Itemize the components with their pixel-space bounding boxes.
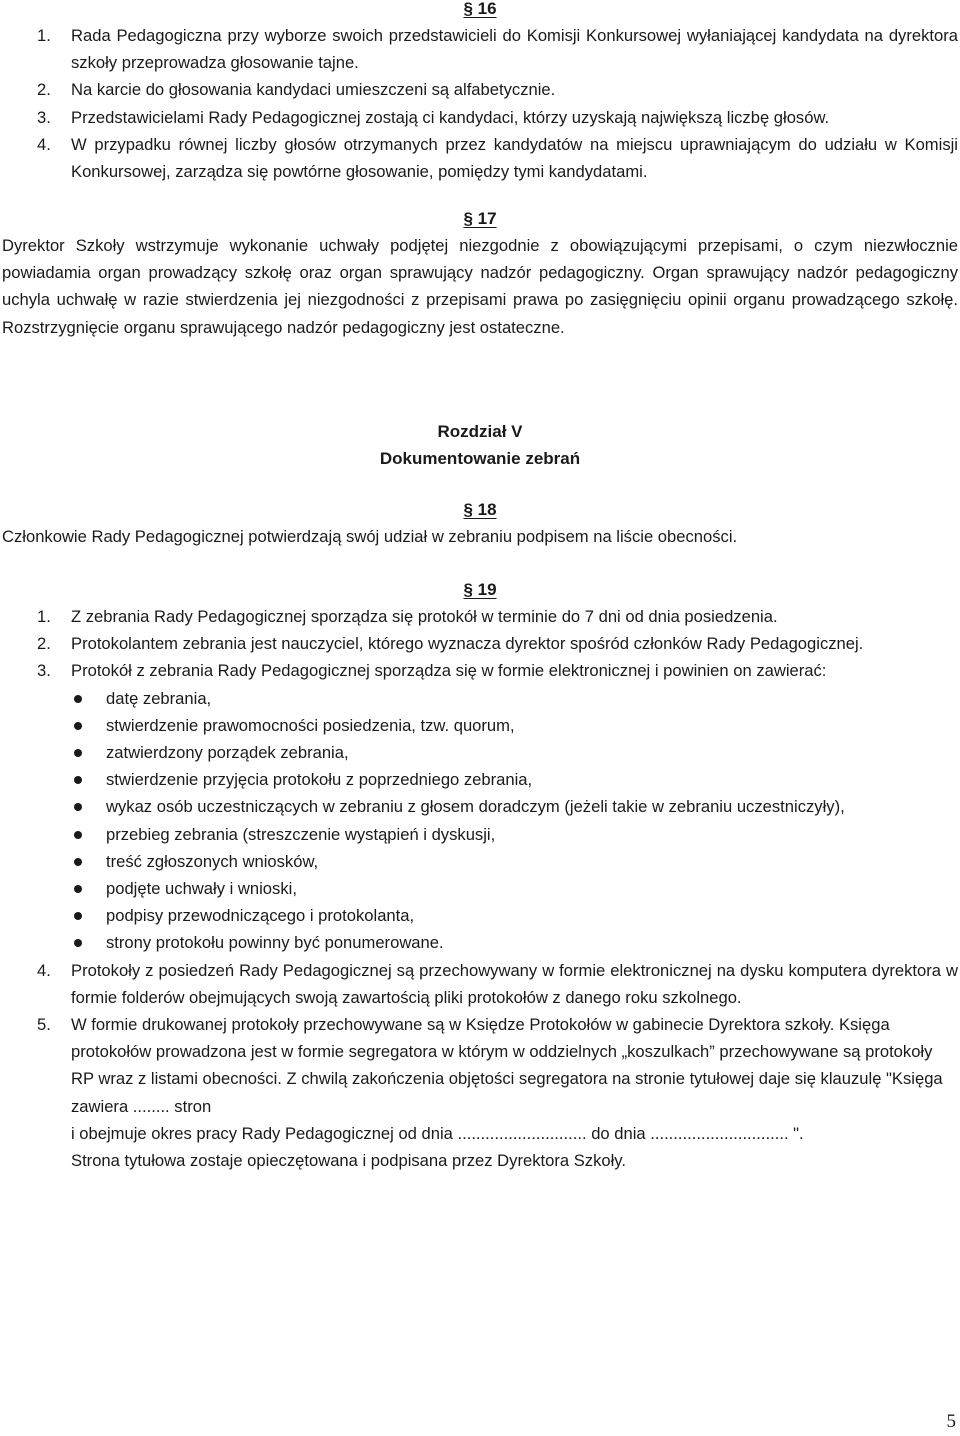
chapter-name: Dokumentowanie zebrań [379, 449, 581, 468]
section-17-text: Dyrektor Szkoły wstrzymuje wykonanie uchwały podjętej niezgodnie z obowiązującymi przepisami, o czym niezwłocznie powiadamia organ prowadzący szkołę oraz organ sprawujący nadzór pedagogiczny. Organ sprawujący nadzór pedagogiczny uchyla uchwałę w razie stwierdzenia jej niezgodności z przepisami prawa po zasięgnięciu opinii organu prowadzącego szkołę. Rozstrzygnięcie organu sprawującego nadzór pedagogiczny jest ostateczne. [2, 236, 958, 337]
bullet-item: zatwierdzony porządek zebrania, [0, 739, 960, 766]
list-item: 3. Protokół z zebrania Rady Pedagogicznej sporządza się w formie elektronicznej i powinien on zawierać: [37, 661, 827, 681]
list-item: 2. Na karcie do głosowania kandydaci umieszczeni są alfabetycznie. [37, 80, 556, 100]
list-item: 2. Protokolantem zebrania jest nauczyciel, którego wyznacza dyrektor spośród członków Rady Pedagogicznej. [37, 634, 864, 654]
chapter-heading [0, 418, 960, 472]
bullet-item: wykaz osób uczestniczących w zebraniu z głosem doradczym (jeżeli takie w zebraniu uczestniczyły), [0, 793, 960, 820]
list-item: 4. W przypadku równej liczby głosów otrzymanych przez kandydatów na miejscu uprawniającym do udziału w Komisji Konkursowej, zarządza się powtórne głosowanie, pomiędzy tymi kandydatami. [37, 134, 958, 182]
list-item: 5. W formie drukowanej protokoły przechowywane są w Księdze Protokołów w gabinecie Dyrektora szkoły. Księga protokołów prowadzona jest w formie segregatora w którym w oddzielnych „koszulkach” przechowywane są protokoły RP wraz z listami obecności. Z chwilą zakończenia objętości segregatora na stronie tytułowej daje się klauzulę "Księga zawiera ........ stron i obejmuje okres pracy Rady Pedagogicznej od dnia ............................ do dnia .............................. ". Strona tytułowa zostaje opieczętowana i podpisana przez Dyrektora Szkoły. [37, 1015, 943, 1171]
bullet-icon [74, 776, 82, 784]
list-item: 4. Protokoły z posiedzeń Rady Pedagogicznej są przechowywany w formie elektronicznej na dysku komputera dyrektora w formie folderów obejmujących swoją zawartością pliki protokołów z danego roku szkolnego. [37, 960, 958, 1007]
bullet-icon [74, 912, 82, 920]
section-16 [0, 0, 960, 185]
section-16-title: § 16 [463, 0, 497, 18]
bullet-item: stwierdzenie przyjęcia protokołu z poprzedniego zebrania, [0, 766, 960, 793]
section-19 [0, 576, 960, 1174]
section-16-list [0, 22, 960, 185]
protocol-contents-list [0, 685, 960, 957]
bullet-icon [74, 803, 82, 811]
bullet-icon [74, 831, 82, 839]
chapter-number: Rozdział V [437, 422, 523, 441]
bullet-item: podpisy przewodniczącego i protokolanta, [0, 902, 960, 929]
section-18-title: § 18 [463, 500, 497, 519]
bullet-icon [74, 939, 82, 947]
list-item: 1. Rada Pedagogiczna przy wyborze swoich przedstawicieli do Komisji Konkursowej wyłaniającej kandydata na dyrektora szkoły przeprowadza głosowanie tajne. [37, 26, 958, 73]
section-19-list [0, 603, 960, 1174]
section-19-title: § 19 [463, 580, 497, 599]
list-item: 1. Z zebrania Rady Pedagogicznej sporządza się protokół w terminie do 7 dni od dnia posiedzenia. [37, 607, 778, 626]
section-18-text: Członkowie Rady Pedagogicznej potwierdzają swój udział w zebraniu podpisem na liście obecności. [2, 527, 738, 546]
section-18 [0, 496, 960, 550]
section-17-title: § 17 [463, 209, 497, 228]
bullet-item: podjęte uchwały i wnioski, [0, 875, 960, 902]
bullet-item: przebieg zebrania (streszczenie wystąpień i dyskusji, [0, 821, 960, 848]
bullet-icon [74, 695, 82, 703]
bullet-item: stwierdzenie prawomocności posiedzenia, tzw. quorum, [0, 712, 960, 739]
bullet-icon [74, 885, 82, 893]
section-17 [0, 205, 960, 341]
list-item: 3. Przedstawicielami Rady Pedagogicznej zostają ci kandydaci, którzy uzyskają największą liczbę głosów. [37, 107, 830, 127]
bullet-item: strony protokołu powinny być ponumerowane. [0, 929, 960, 956]
bullet-icon [74, 749, 82, 757]
bullet-icon [74, 722, 82, 730]
bullet-icon [74, 858, 82, 866]
bullet-item: treść zgłoszonych wniosków, [0, 848, 960, 875]
page-number: 5 [946, 1411, 956, 1432]
bullet-item: datę zebrania, [0, 685, 960, 712]
